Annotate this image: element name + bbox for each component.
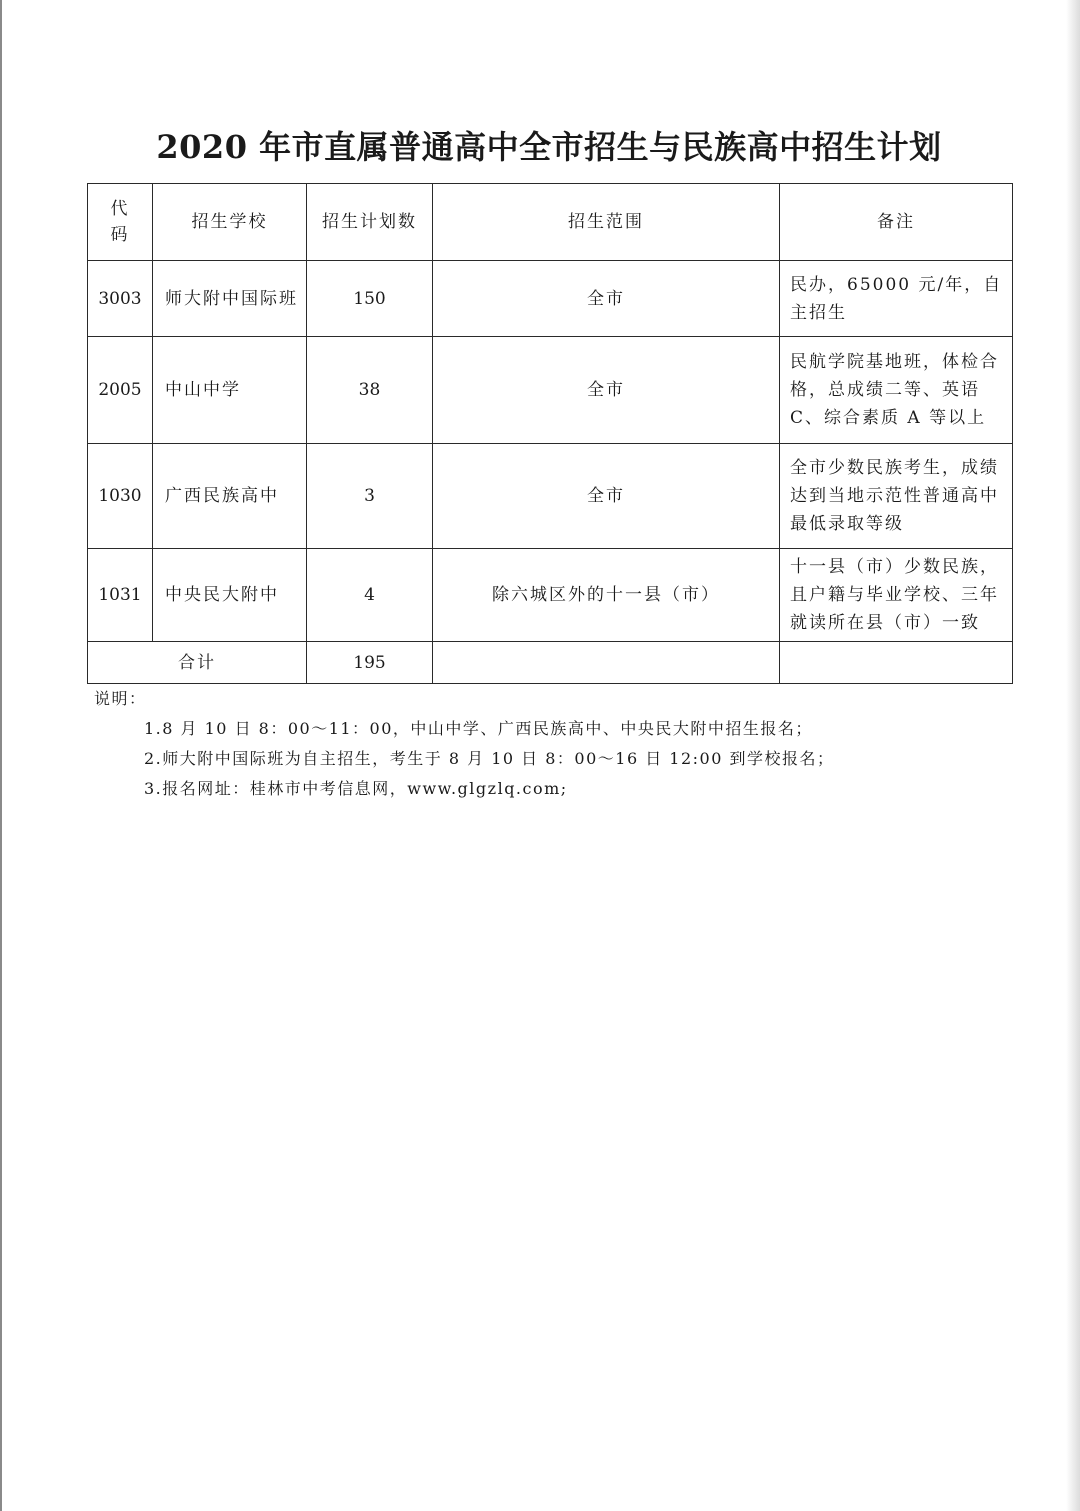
enrollment-plan-table	[87, 183, 1013, 684]
row-quota: 150	[307, 261, 433, 337]
notes-section	[94, 684, 835, 804]
row-school: 师大附中国际班	[153, 261, 307, 337]
row-code: 2005	[88, 337, 153, 444]
total-quota: 195	[307, 642, 433, 684]
row-school: 广西民族高中	[153, 444, 307, 549]
row-school: 中山中学	[153, 337, 307, 444]
table-row	[88, 549, 1013, 642]
row-quota: 4	[307, 549, 433, 642]
row-remarks: 民办，65000 元/年，自主招生	[780, 261, 1013, 337]
notes-heading: 说明：	[94, 689, 147, 708]
row-remarks: 十一县（市）少数民族，且户籍与毕业学校、三年就读所在县（市）一致	[780, 549, 1013, 642]
row-code: 3003	[88, 261, 153, 337]
note-item: 2.师大附中国际班为自主招生，考生于 8 月 10 日 8：00～16 日 12:00 到学校报名；	[144, 749, 835, 768]
table-row	[88, 261, 1013, 337]
note-item: 3.报名网址：桂林市中考信息网，www.glgzlq.com;	[144, 779, 568, 798]
page-edge-shadow	[1066, 0, 1080, 1511]
total-remarks-empty	[780, 642, 1013, 684]
row-code: 1031	[88, 549, 153, 642]
table-total-row	[88, 642, 1013, 684]
row-scope: 全市	[433, 337, 780, 444]
header-scope: 招生范围	[433, 184, 780, 261]
row-scope: 全市	[433, 444, 780, 549]
table-row	[88, 337, 1013, 444]
header-school: 招生学校	[153, 184, 307, 261]
total-scope-empty	[433, 642, 780, 684]
header-code-line2: 码	[110, 225, 130, 245]
row-scope: 全市	[433, 261, 780, 337]
table-header-row	[88, 184, 1013, 261]
row-quota: 38	[307, 337, 433, 444]
header-remarks: 备注	[780, 184, 1013, 261]
header-code-line1: 代	[110, 199, 130, 219]
row-remarks: 民航学院基地班，体检合格，总成绩二等、英语 C、综合素质 A 等以上	[780, 337, 1013, 444]
document-title: 2020 年市直属普通高中全市招生与民族高中招生计划	[156, 128, 942, 166]
row-code: 1030	[88, 444, 153, 549]
total-label: 合计	[88, 642, 307, 684]
header-quota: 招生计划数	[307, 184, 433, 261]
header-code	[88, 184, 153, 261]
table-row	[88, 444, 1013, 549]
row-remarks: 全市少数民族考生，成绩达到当地示范性普通高中最低录取等级	[780, 444, 1013, 549]
row-quota: 3	[307, 444, 433, 549]
row-scope: 除六城区外的十一县（市）	[433, 549, 780, 642]
note-item: 1.8 月 10 日 8：00～11：00，中山中学、广西民族高中、中央民大附中招生报名；	[144, 719, 813, 738]
row-school: 中央民大附中	[153, 549, 307, 642]
